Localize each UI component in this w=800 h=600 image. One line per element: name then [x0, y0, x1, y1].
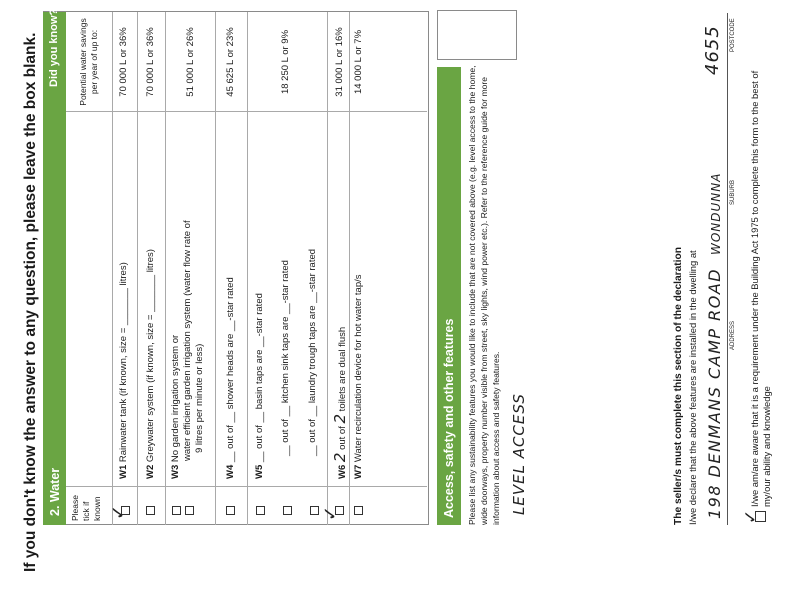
w6-code: W6 — [337, 464, 348, 479]
instruction-heading: If you don't know the answer to any question, please leave the box blank. — [22, 32, 39, 572]
w7-label — [353, 274, 365, 479]
w3-line2: water efficient garden irrigation system (water flow rate of — [182, 220, 193, 461]
w2-text: Greywater system (if known, size = _______ litres) — [145, 249, 156, 463]
w7-code: W7 — [353, 464, 364, 479]
w6-label — [331, 326, 349, 479]
tick-header-line: Please — [70, 495, 80, 521]
w2-checkbox[interactable] — [146, 506, 155, 515]
declaration-title: The seller/s must complete this section of the declaration — [673, 247, 684, 525]
w4-saving: 45 625 L or 23% — [225, 27, 236, 97]
address-underline — [727, 13, 728, 525]
w2-code: W2 — [145, 464, 156, 479]
tick-header — [70, 495, 103, 521]
suburb-handwritten: WONDUNNA — [709, 172, 723, 255]
w6-count-total: 2 — [331, 413, 349, 424]
row-divider — [137, 12, 138, 525]
access-handwritten-answer: LEVEL ACCESS — [510, 393, 528, 515]
access-body-line: Please list any sustainability features you would like to include that are not covered above (e.g. level access to the home, — [467, 65, 477, 525]
w7-saving: 14 000 L or 7% — [353, 29, 364, 95]
w4-checkbox[interactable] — [226, 506, 235, 515]
w2-label — [145, 249, 157, 479]
w4-text: __ out of __ shower heads are __-star rated — [225, 277, 236, 463]
w1-label — [118, 262, 130, 479]
w3-saving: 51 000 L or 26% — [185, 27, 196, 97]
w3-label — [170, 220, 206, 479]
declaration-aware-line1: I/we am/are aware that it is a requirement under the Building Act 1975 to complete this form to the best of — [749, 70, 760, 507]
w1-tick-mark: ✓ — [108, 504, 129, 520]
w5-code: W5 — [254, 464, 265, 479]
tick-header-line: known — [92, 496, 102, 521]
w7-checkbox[interactable] — [354, 506, 363, 515]
w4-label — [225, 277, 237, 479]
w3-line1: No garden irrigation system or — [170, 334, 181, 463]
declaration-tick-mark: ✓ — [741, 509, 761, 524]
water-header-bar — [43, 12, 66, 525]
postcode-caption: POSTCODE — [730, 18, 736, 52]
access-entry-box[interactable] — [437, 10, 517, 60]
water-section-title: 2. Water — [48, 467, 62, 516]
suburb-caption: SUBURB — [730, 179, 736, 205]
w5-line-laundry: __ out of __ laundry trough taps are __-star rated — [307, 248, 318, 456]
w1-code: W1 — [118, 464, 129, 479]
w5-checkbox-b[interactable] — [283, 506, 292, 515]
row-divider — [165, 12, 166, 525]
savings-header — [78, 16, 100, 108]
w6-text-b: toilets are dual flush — [337, 326, 348, 412]
w5-line-basin — [254, 293, 266, 479]
w5-checkbox-a[interactable] — [256, 506, 265, 515]
savings-header-line: per year of up to: — [89, 29, 99, 95]
w5-line-kitchen: __ out of __ kitchen sink taps are __-star rated — [280, 260, 291, 456]
declaration-line1: I/we declare that the above features are installed in the dwelling at — [687, 250, 698, 525]
w3-line3: 9 litres per minute or less) — [194, 343, 205, 453]
tick-header-line: tick if — [81, 501, 91, 521]
access-body — [466, 61, 502, 525]
row-divider — [215, 12, 216, 525]
w6-text-a: out of — [337, 426, 348, 450]
w3-checkbox-b[interactable] — [185, 506, 194, 515]
w7-text: Water recirculation device for hot water tap/s — [353, 274, 364, 463]
w6-tick-mark: ✓ — [320, 505, 341, 521]
w5-line1: __ out of __ basin taps are __-star rated — [254, 293, 265, 463]
w6-count-dual: 2 — [331, 452, 349, 463]
access-body-line: information about access and safety features. — [491, 351, 501, 525]
postcode-handwritten: 4655 — [702, 25, 723, 75]
w5-saving: 18 250 L or 9% — [280, 29, 291, 95]
w5-checkbox-c[interactable] — [310, 506, 319, 515]
w1-text: Rainwater tank (if known, size = _______ litres) — [118, 262, 129, 463]
address-caption: ADDRESS — [730, 320, 736, 350]
row-divider — [349, 12, 350, 525]
row-divider — [112, 12, 113, 525]
w3-code: W3 — [170, 464, 181, 479]
w3-checkbox-a[interactable] — [172, 506, 181, 515]
access-body-line: wide doorways, property number visible from street, sky lights, wind power etc.). Refer to the reference guide for more — [479, 76, 489, 525]
access-title: Access, safety and other features — [442, 318, 456, 518]
w1-saving: 70 000 L or 36% — [118, 27, 129, 97]
declaration-aware-line2: my/our ability and knowledge — [761, 386, 772, 507]
w4-code: W4 — [225, 464, 236, 479]
w2-saving: 70 000 L or 36% — [145, 27, 156, 97]
row-divider — [327, 12, 328, 525]
savings-header-line: Potential water savings — [78, 18, 88, 106]
address-handwritten: 198 DENMANS CAMP ROAD — [705, 267, 724, 519]
w6-saving: 31 000 L or 16% — [334, 27, 345, 97]
row-divider — [247, 12, 248, 525]
declaration-aware-text — [749, 71, 773, 507]
did-you-know-heading: Did you know? — [48, 8, 60, 87]
